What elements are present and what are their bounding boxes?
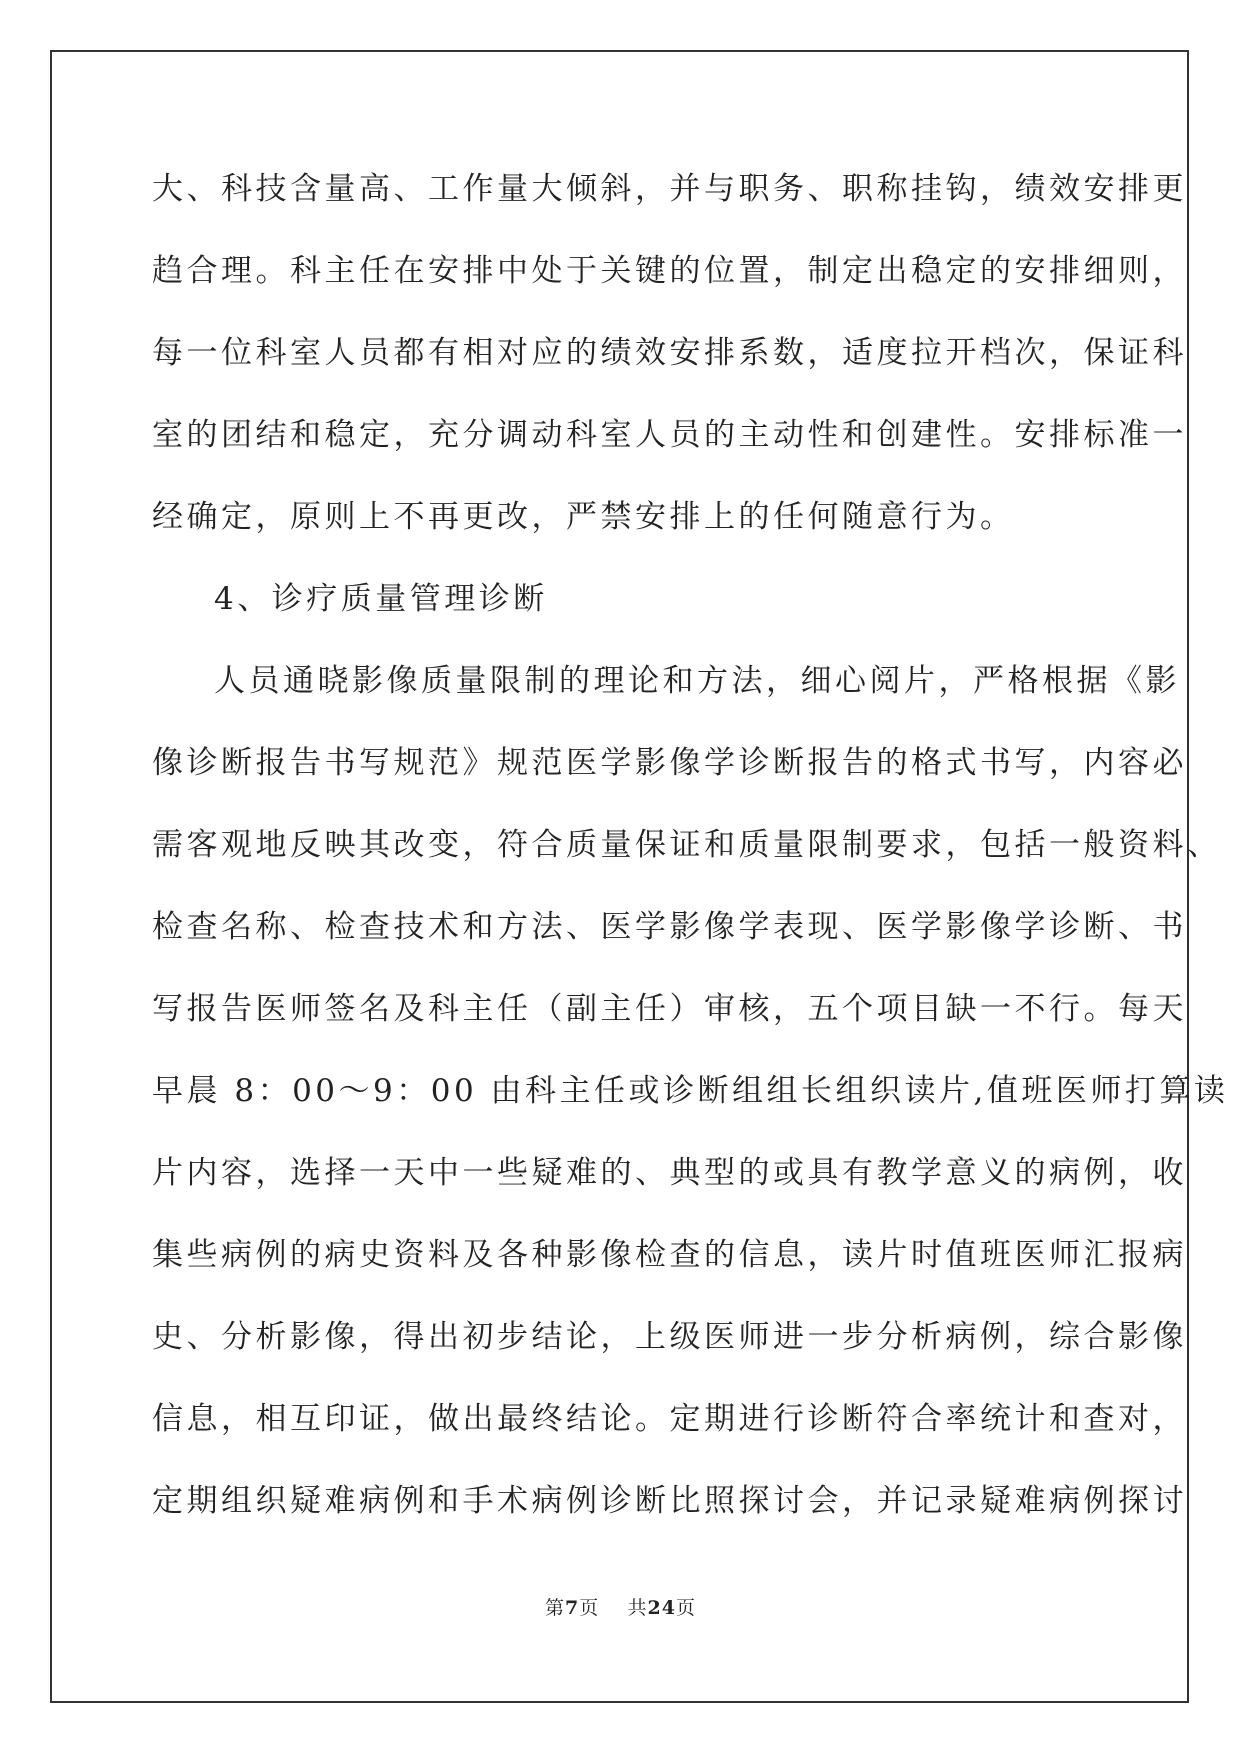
body-line: 写报告医师签名及科主任（副主任）审核，五个项目缺一不行。每天 <box>152 991 1187 1027</box>
page-footer <box>0 1596 1241 1620</box>
total-prefix: 共 <box>627 1597 648 1619</box>
body-line: 早晨 8：00～9：00 由科主任或诊断组组长组织读片,值班医师打算读 <box>152 1073 1229 1109</box>
total-pages: 24 <box>647 1597 676 1619</box>
body-line: 像诊断报告书写规范》规范医学影像学诊断报告的格式书写，内容必 <box>152 745 1187 781</box>
body-line: 史、分析影像，得出初步结论，上级医师进一步分析病例，综合影像 <box>152 1319 1187 1355</box>
page-suffix: 页 <box>579 1597 600 1619</box>
section-heading: 4、诊疗质量管理诊断 <box>214 581 548 617</box>
body-line: 大、科技含量高、工作量大倾斜，并与职务、职称挂钩，绩效安排更 <box>152 171 1187 207</box>
page-number: 7 <box>565 1597 580 1619</box>
body-line: 定期组织疑难病例和手术病例诊断比照探讨会，并记录疑难病例探讨 <box>152 1483 1187 1519</box>
body-line: 人员通晓影像质量限制的理论和方法，细心阅片，严格根据《影 <box>214 663 1180 699</box>
body-line: 集些病例的病史资料及各种影像检查的信息，读片时值班医师汇报病 <box>152 1237 1187 1273</box>
body-line: 室的团结和稳定，充分调动科室人员的主动性和创建性。安排标准一 <box>152 417 1187 453</box>
page-prefix: 第 <box>545 1597 566 1619</box>
body-line: 片内容，选择一天中一些疑难的、典型的或具有教学意义的病例，收 <box>152 1155 1187 1191</box>
page-border <box>50 50 1189 1703</box>
body-line: 趋合理。科主任在安排中处于关键的位置，制定出稳定的安排细则， <box>152 253 1187 289</box>
body-line: 检查名称、检查技术和方法、医学影像学表现、医学影像学诊断、书 <box>152 909 1187 945</box>
body-line: 需客观地反映其改变，符合质量保证和质量限制要求，包括一般资料、 <box>152 827 1222 863</box>
body-line: 经确定，原则上不再更改，严禁安排上的任何随意行为。 <box>152 499 1015 535</box>
total-suffix: 页 <box>675 1597 696 1619</box>
body-line: 信息，相互印证，做出最终结论。定期进行诊断符合率统计和查对， <box>152 1401 1187 1437</box>
body-line: 每一位科室人员都有相对应的绩效安排系数，适度拉开档次，保证科 <box>152 335 1187 371</box>
